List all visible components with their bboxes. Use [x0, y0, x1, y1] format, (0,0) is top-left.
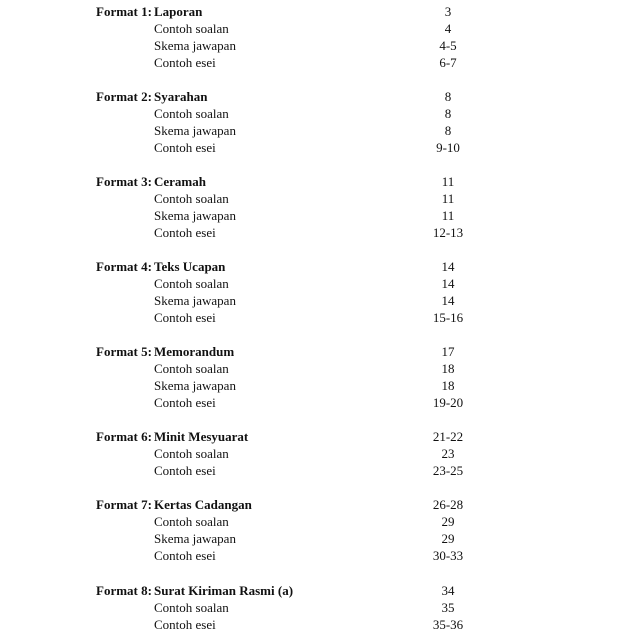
section-heading [0, 428, 638, 445]
section-heading [0, 258, 638, 275]
item-label: Skema jawapan [154, 123, 236, 138]
format-number: Format 8: [96, 583, 152, 598]
format-title: Syarahan [154, 89, 208, 104]
list-item [0, 122, 638, 139]
page-number: 18 [441, 378, 455, 393]
page-number: 26-28 [432, 497, 464, 512]
item-label: Contoh esei [154, 55, 216, 70]
page-number: 17 [441, 344, 455, 359]
format-title: Kertas Cadangan [154, 497, 252, 512]
page-number: 29 [441, 531, 455, 546]
list-item [0, 20, 638, 37]
list-item [0, 105, 638, 122]
page-number: 11 [441, 174, 455, 189]
page-number: 11 [441, 208, 455, 223]
format-number: Format 5: [96, 344, 152, 359]
section-heading [0, 3, 638, 20]
page-number: 4 [444, 21, 452, 36]
item-label: Contoh soalan [154, 361, 229, 376]
page-number: 11 [441, 191, 455, 206]
format-title: Teks Ucapan [154, 259, 226, 274]
format-title: Memorandum [154, 344, 235, 359]
format-number: Format 6: [96, 429, 152, 444]
page-number: 4-5 [439, 38, 457, 53]
page-number: 6-7 [439, 55, 457, 70]
list-item [0, 377, 638, 394]
page-number: 21-22 [432, 429, 464, 444]
list-item [0, 616, 638, 633]
page-number: 15-16 [432, 310, 464, 325]
item-label: Contoh esei [154, 140, 216, 155]
page-number: 14 [441, 293, 455, 308]
item-label: Contoh soalan [154, 191, 229, 206]
list-item [0, 224, 638, 241]
list-item [0, 292, 638, 309]
page-number: 35 [441, 600, 455, 615]
item-label: Skema jawapan [154, 293, 236, 308]
section-heading [0, 173, 638, 190]
list-item [0, 547, 638, 564]
list-item [0, 309, 638, 326]
page-number: 23-25 [432, 463, 464, 478]
page-number: 12-13 [432, 225, 464, 240]
section-heading [0, 582, 638, 599]
format-title: Laporan [154, 4, 203, 19]
list-item [0, 462, 638, 479]
page-number: 8 [444, 123, 452, 138]
page-number: 14 [441, 276, 455, 291]
list-item [0, 513, 638, 530]
format-number: Format 3: [96, 174, 152, 189]
list-item [0, 445, 638, 462]
format-title: Ceramah [154, 174, 206, 189]
item-label: Contoh soalan [154, 106, 229, 121]
format-number: Format 7: [96, 497, 152, 512]
item-label: Skema jawapan [154, 378, 236, 393]
item-label: Skema jawapan [154, 531, 236, 546]
list-item [0, 530, 638, 547]
page-number: 14 [441, 259, 455, 274]
item-label: Skema jawapan [154, 38, 236, 53]
list-item [0, 139, 638, 156]
list-item [0, 394, 638, 411]
list-item [0, 207, 638, 224]
item-label: Contoh soalan [154, 21, 229, 36]
item-label: Contoh esei [154, 548, 216, 563]
format-title: Minit Mesyuarat [154, 429, 249, 444]
page-number: 9-10 [436, 140, 460, 155]
section-heading [0, 88, 638, 105]
item-label: Contoh soalan [154, 514, 229, 529]
list-item [0, 54, 638, 71]
format-number: Format 4: [96, 259, 152, 274]
page-number: 35-36 [432, 617, 464, 632]
item-label: Contoh esei [154, 225, 216, 240]
page-number: 8 [444, 89, 452, 104]
item-label: Skema jawapan [154, 208, 236, 223]
list-item [0, 275, 638, 292]
page-number: 18 [441, 361, 455, 376]
item-label: Contoh soalan [154, 276, 229, 291]
format-title: Surat Kiriman Rasmi (a) [154, 583, 294, 598]
page-number: 19-20 [432, 395, 464, 410]
item-label: Contoh esei [154, 395, 216, 410]
format-number: Format 2: [96, 89, 152, 104]
page-number: 3 [444, 4, 452, 19]
item-label: Contoh esei [154, 310, 216, 325]
item-label: Contoh soalan [154, 446, 229, 461]
page-number: 30-33 [432, 548, 464, 563]
page-number: 29 [441, 514, 455, 529]
item-label: Contoh esei [154, 617, 216, 632]
page-number: 23 [441, 446, 455, 461]
item-label: Contoh soalan [154, 600, 229, 615]
item-label: Contoh esei [154, 463, 216, 478]
list-item [0, 37, 638, 54]
section-heading [0, 343, 638, 360]
list-item [0, 599, 638, 616]
section-heading [0, 496, 638, 513]
page-number: 8 [444, 106, 452, 121]
list-item [0, 360, 638, 377]
format-number: Format 1: [96, 4, 152, 19]
list-item [0, 190, 638, 207]
page-number: 34 [441, 583, 455, 598]
